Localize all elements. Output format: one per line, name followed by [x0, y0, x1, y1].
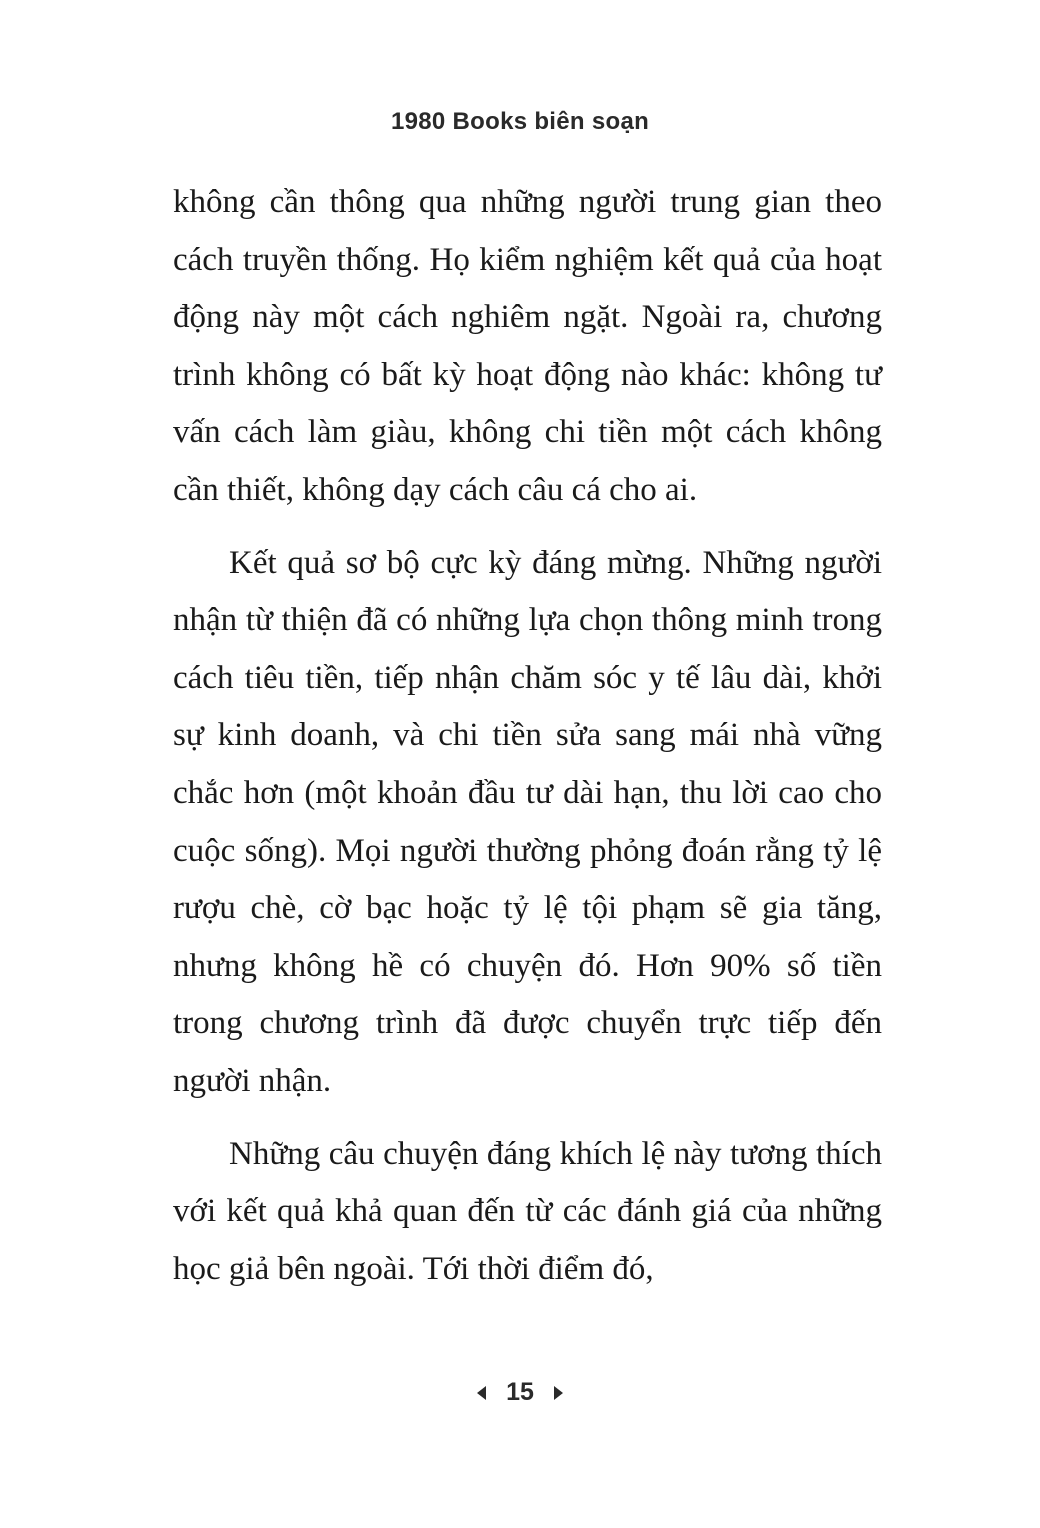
paragraph-3: Những câu chuyện đáng khích lệ này tương thích với kết quả khả quan đến từ các đánh giá của những học giả bên ngoài. Tới thời điểm đó, [173, 1135, 882, 1287]
paragraph-2: Kết quả sơ bộ cực kỳ đáng mừng. Những người nhận từ thiện đã có những lựa chọn thông minh trong cách tiêu tiền, tiếp nhận chăm sóc y tế lâu dài, khởi sự kinh doanh, và chi tiền sửa sang mái nhà vững chắc hơn (một khoản đầu tư dài hạn, thu lời cao cho cuộc sống). Mọi người thường phỏng đoán rằng tỷ lệ rượu chè, cờ bạc hoặc tỷ lệ tội phạm sẽ gia tăng, nhưng không hề có chuyện đó. Hơn 90% số tiền trong chương trình đã được chuyển trực tiếp đến người nhận. [173, 544, 882, 1099]
page-footer [0, 1378, 1040, 1407]
body-text [173, 174, 882, 1298]
triangle-left-icon [477, 1386, 486, 1400]
paragraph-1: không cần thông qua những người trung gian theo cách truyền thống. Họ kiểm nghiệm kết quả của hoạt động này một cách nghiêm ngặt. Ngoài ra, chương trình không có bất kỳ hoạt động nào khác: không tư vấn cách làm giàu, không chi tiền một cách không cần thiết, không dạy cách câu cá cho ai. [173, 184, 882, 508]
triangle-right-icon [554, 1386, 563, 1400]
running-header: 1980 Books biên soạn [390, 108, 650, 135]
page-number: 15 [506, 1378, 534, 1406]
